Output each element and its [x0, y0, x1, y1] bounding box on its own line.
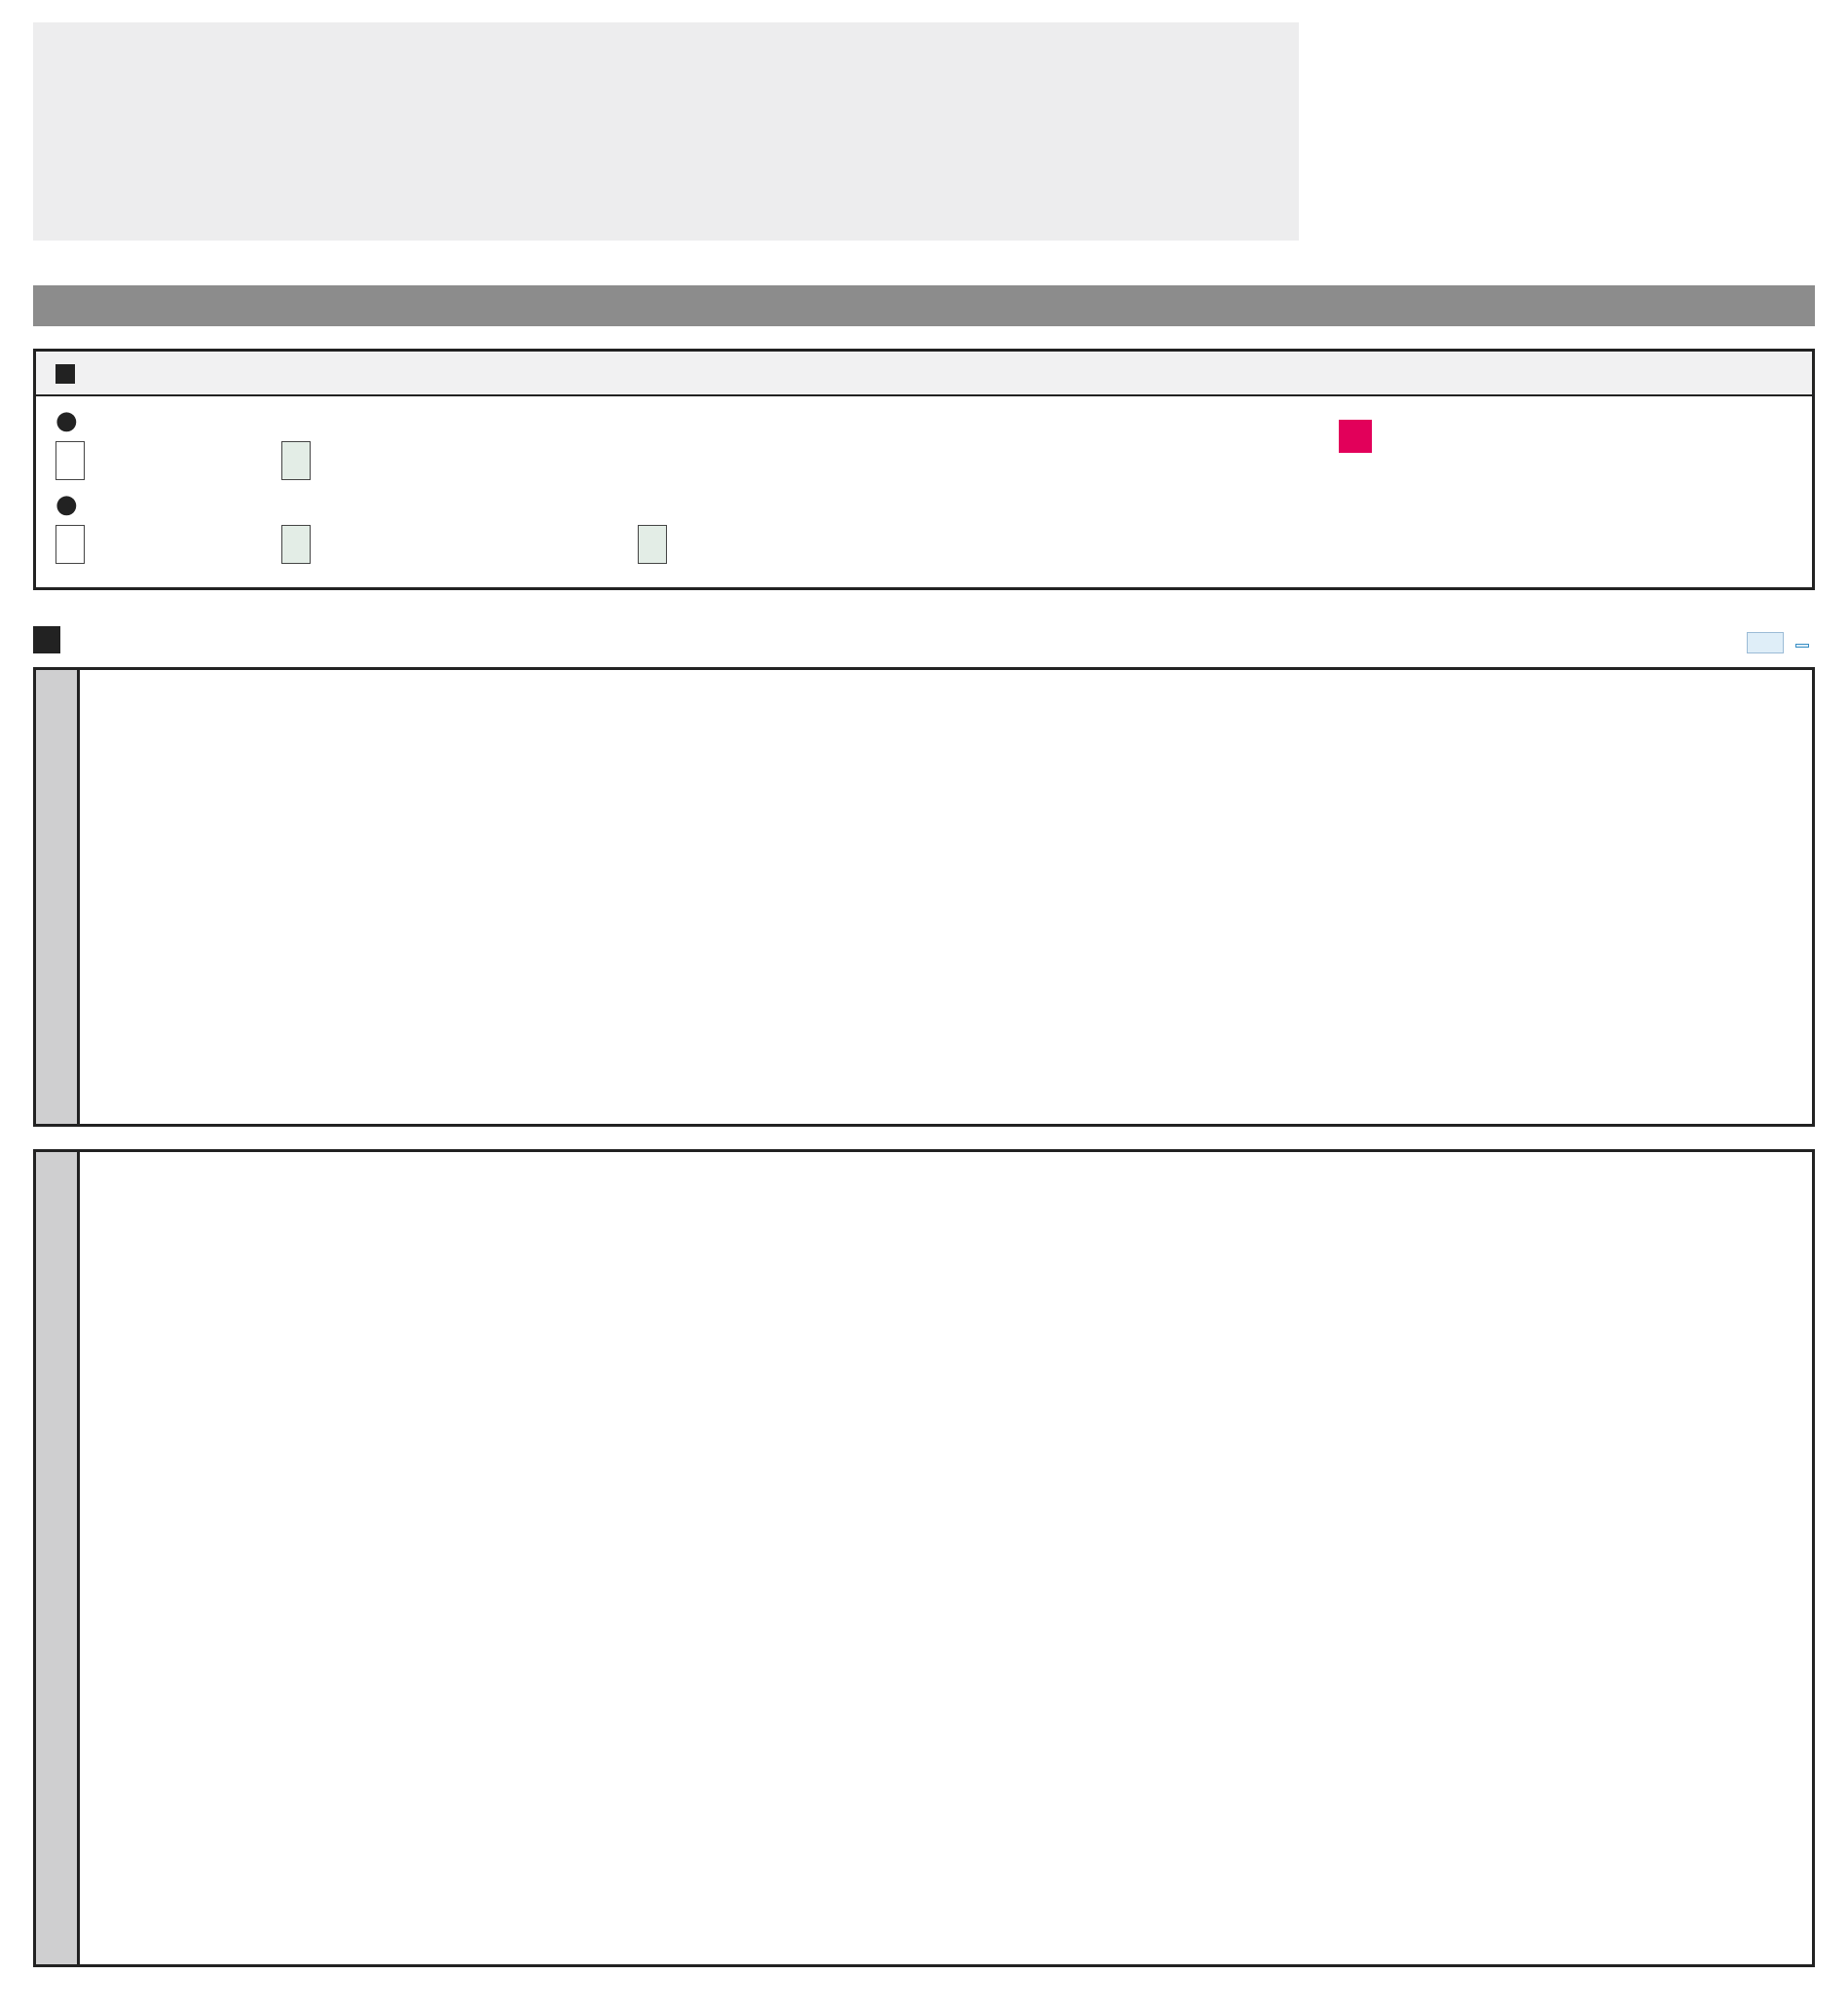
- type-diagram-panel: [33, 22, 1299, 241]
- table-heading: [33, 620, 62, 659]
- base-price-box-2: [55, 525, 85, 564]
- std-add-box: [281, 441, 311, 480]
- base-price-box: [55, 441, 85, 480]
- common-banner: [33, 285, 1815, 326]
- glass-case-label: [55, 490, 78, 519]
- glass-unit-add-box: [638, 525, 667, 564]
- heading-note: [1741, 631, 1815, 655]
- color-swatch: [1747, 632, 1784, 653]
- price-method-box: [33, 349, 1815, 590]
- front-table-body: [83, 670, 1812, 1124]
- made-to-order-badge: [1795, 644, 1809, 648]
- front-opening-table: [33, 667, 1815, 1127]
- side-opening-table: [33, 1149, 1815, 1967]
- method-title: [36, 352, 1812, 396]
- note-badge: [1339, 420, 1372, 453]
- glass-add-box: [281, 525, 311, 564]
- side-tab: [36, 1152, 80, 1964]
- side-table-body: [83, 1152, 1812, 1964]
- standard-case-label: [55, 406, 78, 435]
- front-tab: [36, 670, 80, 1124]
